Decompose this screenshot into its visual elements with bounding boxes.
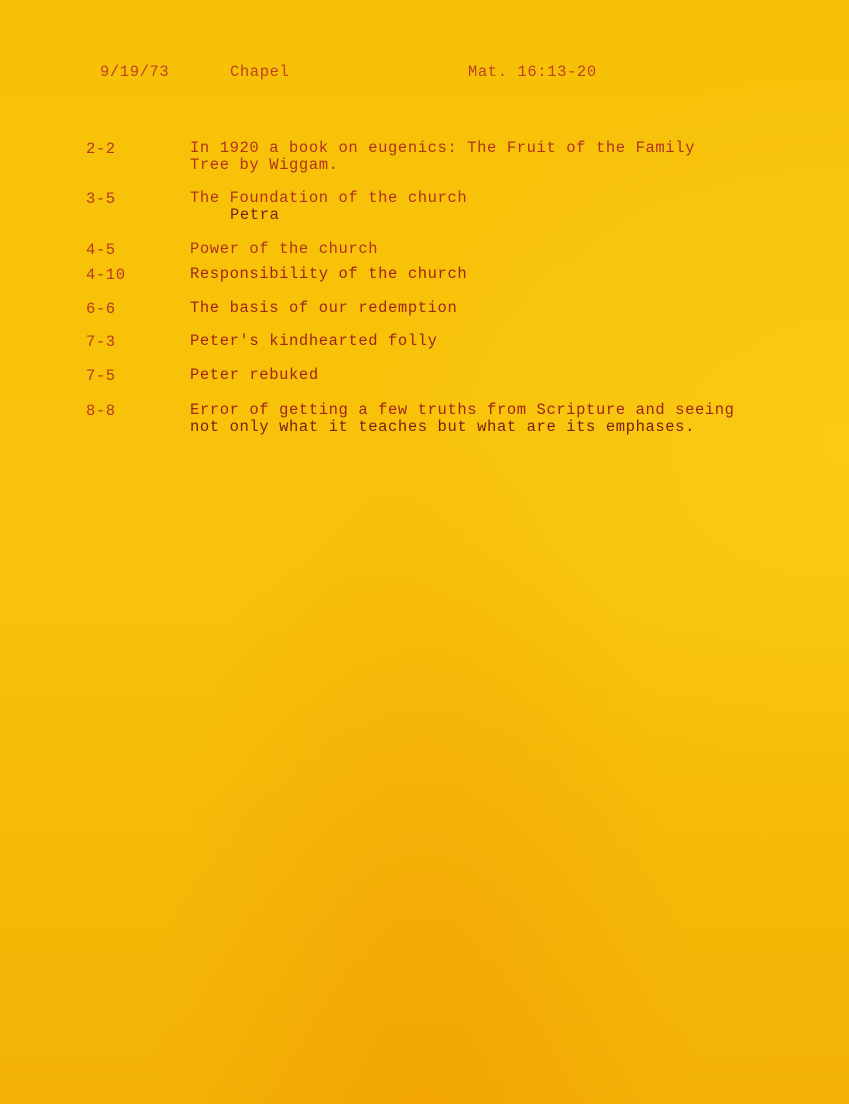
- entry-text: [190, 300, 810, 317]
- entry-time: 7-3: [86, 333, 116, 351]
- entry-time: 7-5: [86, 367, 116, 385]
- entry-line: Tree by Wiggam.: [190, 156, 339, 174]
- entry-time: 8-8: [86, 402, 116, 420]
- entry-line: Peter rebuked: [190, 366, 319, 384]
- entry-text: [190, 241, 810, 258]
- entry-line: Peter's kindhearted folly: [190, 332, 438, 350]
- entry-time: 4-10: [86, 266, 126, 284]
- entry-line: The Foundation of the church: [190, 189, 468, 207]
- entry-line: Error of getting a few truths from Scripture and seeing: [190, 401, 735, 419]
- entry-line: Responsibility of the church: [190, 265, 468, 283]
- entry-time: 2-2: [86, 140, 116, 158]
- entry-text: [190, 333, 810, 350]
- header-scripture-reference: Mat. 16:13-20: [468, 63, 597, 81]
- entry-line: The basis of our redemption: [190, 299, 458, 317]
- header-date: 9/19/73: [100, 63, 170, 81]
- entry-text: [190, 140, 810, 174]
- entry-time: 3-5: [86, 190, 116, 208]
- entry-time: 6-6: [86, 300, 116, 318]
- entry-line: In 1920 a book on eugenics: The Fruit of the Family: [190, 139, 695, 157]
- header-place: Chapel: [230, 63, 290, 81]
- entry-text: [190, 190, 810, 224]
- entry-line: Power of the church: [190, 240, 379, 258]
- entry-text: [190, 367, 810, 384]
- entry-line: Petra: [230, 206, 280, 224]
- entry-line: not only what it teaches but what are its emphases.: [190, 418, 695, 436]
- entry-text: [190, 266, 810, 283]
- entry-text: [190, 402, 810, 436]
- entry-time: 4-5: [86, 241, 116, 259]
